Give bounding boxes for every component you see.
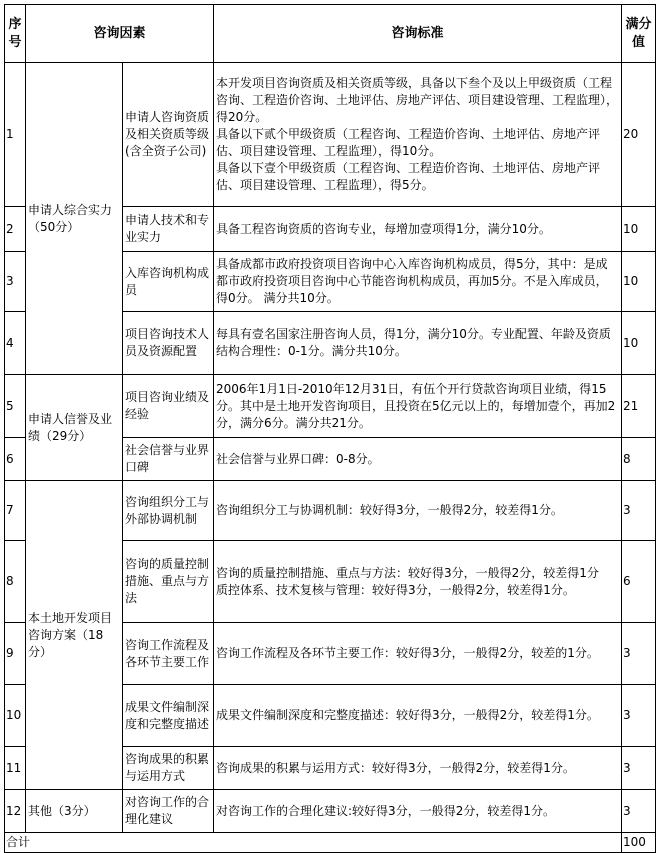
standard-text: 咨询工作流程及各环节主要工作：较好得3分，一般得2分，较差的1分。 xyxy=(214,623,622,685)
standard-text: 咨询成果的积累与运用方式：较好得3分，一般得2分，较差得1分。 xyxy=(214,747,622,790)
sub-factor: 咨询的质量控制措施、重点与方法 xyxy=(123,541,214,623)
standard-text: 具备成都市政府投资项目咨询中心入库咨询机构成员，得5分，其中：是成都市政府投资项目咨询中心节能咨询机构成员，再加5分。不是入库成员，得0分。 满分共10分。 xyxy=(214,252,622,312)
row-seq: 7 xyxy=(5,481,26,541)
sub-factor: 申请人咨询资质及相关资质等级 (含全资子公司) xyxy=(123,63,214,207)
row-score: 21 xyxy=(622,375,656,438)
table-row xyxy=(5,375,656,438)
row-seq: 5 xyxy=(5,375,26,438)
header-factor: 咨询因素 xyxy=(26,5,214,63)
row-score: 3 xyxy=(622,685,656,747)
standard-text: 每具有壹名国家注册咨询人员，得1分，满分10分。专业配置、年龄及资质结构合理性：0-1分。满分共10分。 xyxy=(214,312,622,375)
row-seq: 1 xyxy=(5,63,26,207)
sub-factor: 社会信誉与业界口碑 xyxy=(123,438,214,481)
sub-factor: 项目咨询技术人员及资源配置 xyxy=(123,312,214,375)
row-seq: 12 xyxy=(5,790,26,833)
scoring-table-page xyxy=(4,4,655,850)
row-score: 20 xyxy=(622,63,656,207)
sub-factor: 项目咨询业绩及经验 xyxy=(123,375,214,438)
total-score: 100 xyxy=(622,833,656,853)
row-seq: 2 xyxy=(5,207,26,252)
sub-factor: 咨询成果的积累与运用方式 xyxy=(123,747,214,790)
row-seq: 3 xyxy=(5,252,26,312)
standard-text: 具备工程咨询资质的咨询专业，每增加壹项得1分，满分10分。 xyxy=(214,207,622,252)
row-seq: 10 xyxy=(5,685,26,747)
sub-factor: 咨询组织分工与外部协调机制 xyxy=(123,481,214,541)
row-score: 10 xyxy=(622,312,656,375)
row-score: 10 xyxy=(622,207,656,252)
group-label: 其他（3分） xyxy=(26,790,123,833)
row-score: 3 xyxy=(622,747,656,790)
header-score: 满分值 xyxy=(622,5,656,63)
standard-text: 咨询组织分工与协调机制：较好得3分，一般得2分，较差得1分。 xyxy=(214,481,622,541)
row-seq: 11 xyxy=(5,747,26,790)
table-row xyxy=(5,481,656,541)
table-header-row xyxy=(5,5,656,63)
table-row xyxy=(5,790,656,833)
header-seq: 序号 xyxy=(5,5,26,63)
row-score: 6 xyxy=(622,541,656,623)
total-row xyxy=(5,833,656,853)
standard-text: 对咨询工作的合理化建议:较好得3分，一般得2分，较差得1分。 xyxy=(214,790,622,833)
row-score: 10 xyxy=(622,252,656,312)
sub-factor: 成果文件编制深度和完整度描述 xyxy=(123,685,214,747)
header-standard: 咨询标准 xyxy=(214,5,622,63)
row-seq: 8 xyxy=(5,541,26,623)
row-seq: 6 xyxy=(5,438,26,481)
standard-text: 咨询的质量控制措施、重点与方法：较好得3分，一般得2分，较差得1分 质控体系、技术复核与管理：较好得3分，一般得2分，较差得1分。 xyxy=(214,541,622,623)
total-label: 合计 xyxy=(5,833,622,853)
row-score: 3 xyxy=(622,623,656,685)
standard-text: 本开发项目咨询资质及相关资质等级，具备以下叁个及以上甲级资质（工程咨询、工程造价咨询、土地评估、房地产评估、项目建设管理、工程监理），得20分。 具备以下贰个甲级资质（工程咨询、工程造价咨询、土地评估、房地产评估、项目建设管理、工程监理），得10分。 具备以下壹个甲级资质（工程咨询、工程造价咨询、土地评估、房地产评估、项目建设管理、工程监理），得5分。 xyxy=(214,63,622,207)
sub-factor: 申请人技术和专业实力 xyxy=(123,207,214,252)
group-label: 本土地开发项目咨询方案（18分） xyxy=(26,481,123,790)
row-score: 3 xyxy=(622,790,656,833)
sub-factor: 咨询工作流程及各环节主要工作 xyxy=(123,623,214,685)
standard-text: 社会信誉与业界口碑：0-8分。 xyxy=(214,438,622,481)
row-seq: 9 xyxy=(5,623,26,685)
group-label: 申请人信誉及业绩（29分） xyxy=(26,375,123,481)
group-label: 申请人综合实力（50分） xyxy=(26,63,123,375)
scoring-criteria-table xyxy=(4,4,656,853)
row-score: 3 xyxy=(622,481,656,541)
sub-factor: 对咨询工作的合理化建议 xyxy=(123,790,214,833)
standard-text: 成果文件编制深度和完整度描述：较好得3分，一般得2分，较差得1分。 xyxy=(214,685,622,747)
standard-text: 2006年1月1日-2010年12月31日，有伍个开行贷款咨询项目业绩，得15分。其中是土地开发咨询项目，且投资在5亿元以上的，每增加壹个，再加2分，满分6分。满分共21分。 xyxy=(214,375,622,438)
sub-factor: 入库咨询机构成员 xyxy=(123,252,214,312)
table-row xyxy=(5,63,656,207)
row-score: 8 xyxy=(622,438,656,481)
row-seq: 4 xyxy=(5,312,26,375)
